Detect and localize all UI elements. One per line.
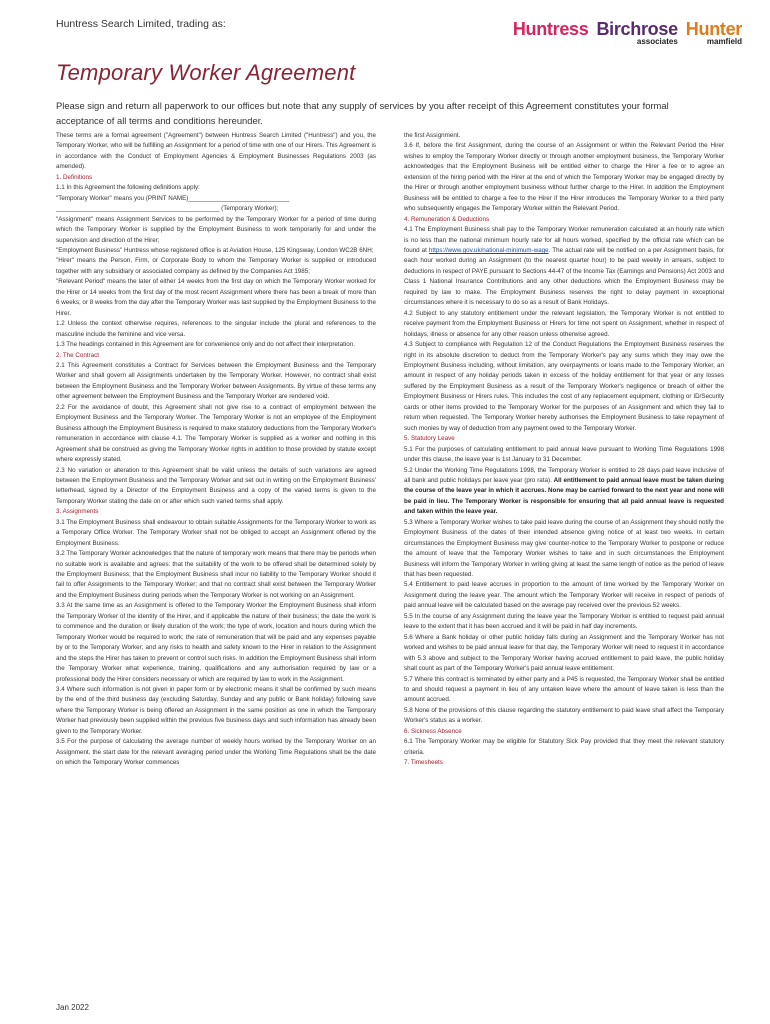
minimum-wage-link[interactable]: https://www.gov.uk/national-minimum-wage — [428, 246, 549, 254]
birchrose-logo-subtext: associates — [636, 37, 678, 46]
paragraph-text: 1. Definitions — [56, 173, 93, 181]
paragraph — [404, 445, 724, 466]
section-heading — [404, 215, 724, 225]
paragraph — [56, 361, 376, 403]
paragraph-text: 3.3 At the same time as an Assignment is offered to the Temporary Worker the Employment Business shall inform the Temporary Worker of the identity of the Hirer, and if applicable the nature of their business; the date the work is to commence and the duration or likely duration of the work; the type of work, location and hours during which the Temporary Worker would be required to work; the rate of remuneration that will be paid and any expenses payable by or to the Temporary Worker; and any risks to health and safety known to the Hirer in relation to the Assignment and the steps the Hirer has taken to prevent or control such risks. In addition the Employment Business shall inform the Temporary Worker what experience, training, qualifications and any authorisation required by law or a professional body the Hirer considers necessary or which are required by law to work in the Assignment. — [56, 602, 376, 683]
paragraph-text-continued: . The actual rate will be notified on a per Assignment basis, for each hour worked during an Assignment (to the nearest quarter hour) to be paid weekly in arrears, subject to deductions in respect of PAYE pursuant to Sections 44-47 of the Income Tax (Earnings and Pensions) Act 2003 and Class 1 National Insurance Contributions and any other deductions which the Employment Business may be required by law to make. The Employment Business reserves the right to delay payment in exceptional circumstances where it is necessary to do so as a result of Bank Holidays. — [404, 246, 725, 307]
paragraph-text: 5.5 In the course of any Assignment during the leave year the Temporary Worker is entitled to request paid annual leave to the extent that it has been accrued and it will be paid in half day increments. — [404, 612, 724, 631]
paragraph-text: 2.3 No variation or alteration to this Agreement shall be valid unless the details of such variations are agreed between the Employment Business and the Temporary Worker and set out in writing on the Employment Business' letterhead, signed by a Director of the Employment Business and a copy of the varied terms is given to the Temporary Worker stating the date on or after which such varied terms shall apply. — [56, 466, 376, 505]
hunter-logo-text: Hunter — [685, 19, 742, 39]
paragraph-text: 3.4 Where such information is not given in paper form or by electronic means it shall be confirmed by such means by the end of the third business day (excluding Saturday, Sunday and any public or Bank holiday) following save where the Temporary Worker is being offered an Assignment in the same position as one in which the Temporary Worker had previously been supplied within the previous five business days and such information has already been given to the Temporary Worker. — [56, 686, 376, 735]
paragraph — [56, 215, 376, 246]
paragraph-text: 1.2 Unless the context otherwise requires, references to the singular include the plural and references to the masculine include the feminine and vice versa. — [56, 320, 376, 338]
paragraph-text: _______________________________________________ (Temporary Worker); — [56, 205, 279, 213]
hunter-logo — [685, 19, 742, 46]
birchrose-logo-text: Birchrose — [596, 19, 678, 39]
paragraph — [56, 204, 376, 214]
birchrose-logo — [596, 19, 678, 46]
left-column — [56, 131, 376, 769]
terms-columns — [56, 131, 724, 769]
paragraph-text: 4. Remuneration & Deductions — [404, 215, 490, 223]
section-heading — [56, 507, 376, 517]
trading-as-text: Huntress Search Limited, trading as: — [56, 18, 226, 30]
paragraph-text: "Hirer" means the Person, Firm, or Corporate Body to whom the Temporary Worker is supplied or introduced together with any subsidiary or associated company as defined by the Companies Act 1985; — [56, 257, 376, 275]
section-heading — [56, 173, 376, 183]
brand-logos — [512, 19, 742, 46]
paragraph-text: 2.2 For the avoidance of doubt, this Agreement shall not give rise to a contract of employment between the Employment Business and the Temporary Worker. The Temporary Worker is not an employee of the Employment Business although the Employment Business is required to make statutory deductions from the Temporary Worker's remuneration in accordance with clause 4.1. The Temporary Worker is supplied as a worker and nothing in this Agreement shall be construed as giving the Temporary Worker rights in addition to those provided by statute except where expressly stated. — [56, 403, 376, 464]
huntress-logo — [513, 20, 589, 38]
paragraph-text: "Relevant Period" means the later of either 14 weeks from the first day on which the Temporary Worker worked for the Hirer or 14 weeks from the first day of the most recent Assignment where there has been a break of more than 6 weeks; or 8 weeks from the day after the Temporary Worker was last supplied by the Employment Business to the Hirer. — [56, 278, 376, 317]
paragraph-text: 6. Sickness Absence — [404, 727, 462, 735]
section-heading — [404, 758, 724, 768]
paragraph — [404, 466, 724, 518]
page-title: Temporary Worker Agreement — [56, 60, 356, 85]
paragraph-text: 4.1 The Employment Business shall pay to the Temporary Worker remuneration calculated at an hourly rate which is no less than the national minimum hourly rate for all hours worked, specified by the official rate which can be found at — [404, 226, 724, 254]
paragraph-text: 5.4 Entitlement to paid leave accrues in proportion to the amount of time worked by the Temporary Worker on Assignment during the leave year. The amount which the Temporary Worker will receive in respect of periods of paid annual leave will be calculated based on the average pay received over the previous 52 weeks. — [404, 581, 724, 610]
paragraph-text: 5.8 None of the provisions of this clause regarding the statutory entitlement to paid leave shall affect the Temporary Worker's status as a worker. — [404, 706, 724, 725]
paragraph — [56, 194, 376, 204]
paragraph-text: 3.5 For the purpose of calculating the average number of weekly hours worked by the Temporary Worker on an Assignment, the start date for the relevant averaging period under the Working Time Regulations shall be the date on which the Temporary Worker commences — [56, 738, 376, 767]
paragraph-text: 5.3 Where a Temporary Worker wishes to take paid leave during the course of an Assignment they should notify the Employment Business of the dates of their intended absence giving notice of at least two weeks. In certain circumstances the Employment Business may give counter-notice to the Temporary Worker to postpone or reduce the amount of leave that the Temporary Worker wishes to take and in such circumstances the Employment Business will inform the Temporary Worker in writing giving at least the same length of notice as the period of leave that has been requested. — [404, 518, 724, 579]
paragraph — [404, 706, 724, 727]
paragraph — [404, 340, 724, 434]
section-heading — [404, 434, 724, 444]
paragraph — [404, 309, 724, 340]
paragraph — [404, 141, 724, 214]
paragraph-text: "Temporary Worker" means you (PRINT NAME)_____________________________ — [56, 194, 290, 202]
section-heading — [404, 727, 724, 737]
paragraph-text: 3.1 The Employment Business shall endeavour to obtain suitable Assignments for the Temporary Worker to work as a Temporary Office Worker. The Temporary Worker shall not be obliged to accept an Assignment offered by the Employment Business. — [56, 518, 376, 547]
huntress-logo-text: Huntress — [512, 19, 589, 39]
paragraph — [56, 277, 376, 319]
paragraph — [56, 466, 376, 508]
paragraph — [56, 601, 376, 685]
paragraph-text: 5.2 Under the Working Time Regulations 1998, the Temporary Worker is entitled to 28 days paid leave inclusive of all bank and public holidays per leave year (pro rata). — [404, 466, 724, 484]
paragraph — [404, 612, 724, 633]
paragraph-text: 6.1 The Temporary Worker may be eligible for Statutory Sick Pay provided that they meet the relevant statutory criteria. — [404, 738, 724, 756]
footer-date: Jan 2022 — [56, 1003, 89, 1012]
paragraph — [404, 675, 724, 706]
paragraph-text: These terms are a formal agreement ("Agreement") between Huntress Search Limited ("Huntress") and you, the Temporary Worker, who will be fulfilling an Assignment for a period of time with one of our Hirers. This Agreement is in accordance with the Conduct of Employment Agencies & Employment Businesses Regulations 2003 (as amended). — [56, 132, 376, 171]
paragraph — [56, 131, 376, 173]
paragraph — [56, 246, 376, 256]
intro-paragraph: Please sign and return all paperwork to our offices but note that any supply of services by you after receipt of this Agreement constitutes your formal acceptance of all terms and conditions hereunder. — [56, 100, 669, 126]
paragraph — [56, 549, 376, 601]
paragraph-text: "Employment Business" Huntress whose registered office is at Aviation House, 125 Kingsway, London WC2B 6NH; — [56, 246, 374, 254]
hunter-logo-subtext: mamfield — [706, 37, 742, 46]
paragraph — [56, 183, 376, 193]
paragraph-text: 3.2 The Temporary Worker acknowledges that the nature of temporary work means that there may be periods when no suitable work is available and agrees: that the suitability of the work to be offered shall be determined solely by the Employment Business; that the Employment Business shall incur no liability to the Temporary Worker should it fail to offer Assignments to the Temporary Worker; and that no contract shall exist between the Temporary Worker and the Employment Business during periods when the Temporary Worker is not working on an Assignment. — [56, 550, 376, 599]
paragraph — [56, 340, 376, 350]
paragraph-text: 3. Assignments — [56, 508, 99, 516]
paragraph — [56, 518, 376, 549]
paragraph — [56, 256, 376, 277]
paragraph — [404, 580, 724, 611]
paragraph — [56, 685, 376, 737]
paragraph — [56, 403, 376, 466]
bold-notice: All entitlement to paid annual leave must be taken during the course of the leave year in which it accrues. None may be carried forward to the next year and none will be paid in lieu. The Temporary Worker is responsible for ensuring that all paid annual leave is requested and taken within the leave year. — [404, 476, 724, 516]
paragraph — [404, 518, 724, 581]
paragraph — [404, 225, 724, 309]
paragraph-text: 3.6 If, before the first Assignment, during the course of an Assignment or within the Relevant Period the Hirer wishes to employ the Temporary Worker directly or through another employment business, the Temporary Worker acknowledges that the Employment Business will be entitled either to charge the Hirer a fee or to agree an extension of the hiring period with the Hirer at the end of which the Temporary Worker may be engaged directly by the Hirer or through another employment business without further charge to the Hirer. In addition the Employment Business will be entitled to charge a fee to the Hirer if the Hirer introduces the Temporary Worker to a third party who subsequently engages the Temporary Worker within the Relevant Period. — [404, 142, 724, 213]
paragraph — [404, 131, 724, 141]
paragraph-text: 4.2 Subject to any statutory entitlement under the relevant legislation, the Temporary Worker is not entitled to receive payment from the Employment Business or Hirers for time not spent on Assignment, whether in respect of holidays, illness or absence for any other reason unless otherwise agreed. — [404, 309, 724, 338]
paragraph — [56, 737, 376, 768]
paragraph-text: 4.3 Subject to compliance with Regulation 12 of the Conduct Regulations the Employment Business reserves the right in its absolute discretion to deduct from the Temporary Worker's pay any sums which they may owe the Employment Business including, without limitation, any overpayments or loans made to the Temporary Worker, an amount in respect of any holiday periods taken in excess of the holiday entitlement for that year or any losses suffered by the Employment Business as a result of the Temporary Worker's negligence or breach of either the Employment Business or Hirers rules. This includes the cost of any replacement equipment, clothing or ID/Security cards or other items provided to the Temporary Worker for the purposes of an Assignment and which they fail to return when requested. The Temporary Worker hereby authorises the Employment Business to take repayment of such monies by way of deduction from any payment owed to the Temporary Worker. — [404, 341, 724, 432]
paragraph-text: 5.7 Where this contract is terminated by either party and a P45 is requested, the Temporary Worker shall be entitled to and should request a payment in lieu of any untaken leave where the amount of leave taken is less than the amount accrued. — [404, 675, 724, 704]
paragraph — [56, 319, 376, 340]
paragraph-text: 7. Timesheets — [404, 759, 443, 767]
section-heading — [56, 351, 376, 361]
paragraph-text: 5.1 For the purposes of calculating entitlement to paid annual leave pursuant to Working Time Regulations 1998 under this clause, the leave year is 1st January to 31 December. — [404, 445, 724, 464]
right-column — [404, 131, 724, 769]
paragraph-text: 5.6 Where a Bank holiday or other public holiday falls during an Assignment and the Temporary Worker has not worked and wishes to be paid annual leave for that day, the Temporary Worker will need to request it in accordance with 5.3 above and subject to the Temporary Worker having accrued entitlement to paid leave, the public holiday shall count as part of the Temporary Worker's paid annual leave entitlement. — [404, 633, 724, 673]
paragraph — [404, 633, 724, 675]
paragraph-text: "Assignment" means Assignment Services to be performed by the Temporary Worker for a period of time during which the Temporary Worker is supplied by the Employment Business to work temporarily for and under the supervision and direction of the Hirer; — [56, 215, 376, 244]
paragraph-text: 2.1 This Agreement constitutes a Contract for Services between the Employment Business and the Temporary Worker and shall govern all Assignments undertaken by the Temporary Worker. However, no contract shall exist between the Employment Business and the Temporary Worker between Assignments. By virtue of these terms any other agreement between the Employment Business and the Temporary Worker are rendered void. — [56, 361, 376, 401]
paragraph-text: 5. Statutory Leave — [404, 435, 455, 443]
paragraph-text: 2. The Contract — [56, 351, 99, 359]
paragraph-text: 1.3 The headings contained in this Agreement are for convenience only and do not affect their interpretation. — [56, 341, 355, 349]
paragraph-text: 1.1 In this Agreement the following definitions apply: — [56, 184, 200, 192]
paragraph-text: the first Assignment. — [404, 132, 461, 139]
paragraph — [404, 737, 724, 758]
